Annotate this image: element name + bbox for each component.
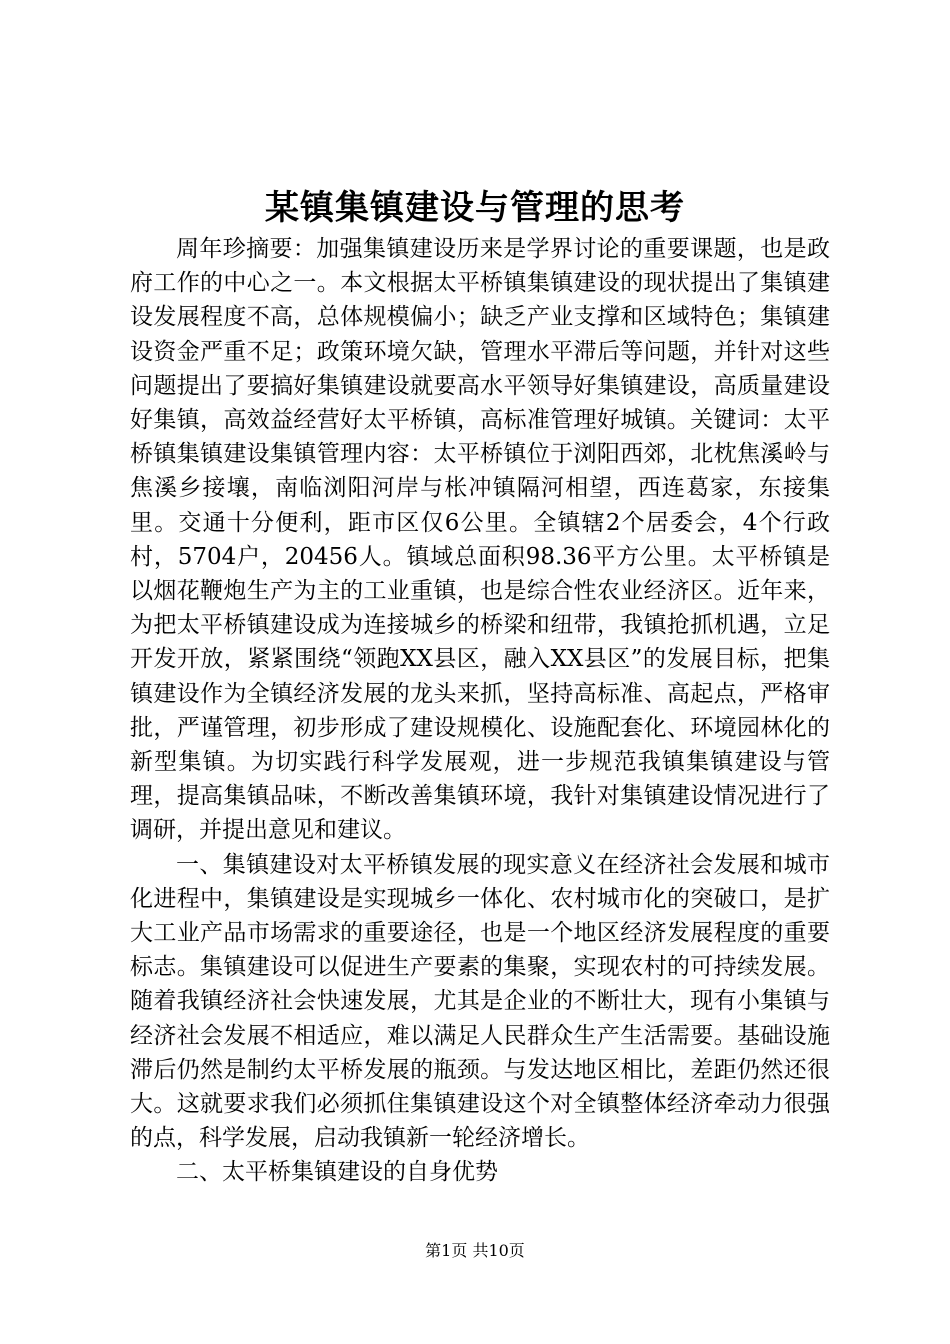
section-two-heading: 二、太平桥集镇建设的自身优势	[176, 1159, 498, 1186]
document-title: 某镇集镇建设与管理的思考	[265, 188, 685, 228]
page-number-footer: 第1页 共10页	[425, 1241, 525, 1260]
document-body	[130, 232, 830, 1190]
section-one-paragraph: 一、集镇建设对太平桥镇发展的现实意义在经济社会发展和城市化进程中，集镇建设是实现城乡一体化、农村城市化的突破口，是扩大工业产品市场需求的重要途径，也是一个地区经济发展程度的重要标志。集镇建设可以促进生产要素的集聚，实现农村的可持续发展。随着我镇经济社会快速发展，尤其是企业的不断壮大，现有小集镇与经济社会发展不相适应，难以满足人民群众生产生活需要。基础设施滞后仍然是制约太平桥发展的瓶颈。与发达地区相比，差距仍然还很大。这就要求我们必须抓住集镇建设这个对全镇整体经济牵动力很强的点，科学发展，启动我镇新一轮经济增长。	[130, 851, 830, 1152]
abstract-paragraph: 周年珍摘要：加强集镇建设历来是学界讨论的重要课题，也是政府工作的中心之一。本文根据太平桥镇集镇建设的现状提出了集镇建设发展程度不高，总体规模偏小；缺乏产业支撑和区域特色；集镇建设资金严重不足；政策环境欠缺，管理水平滞后等问题，并针对这些问题提出了要搞好集镇建设就要高水平领导好集镇建设，高质量建设好集镇，高效益经营好太平桥镇，高标准管理好城镇。关键词：太平桥镇集镇建设集镇管理内容：太平桥镇位于浏阳西郊，北枕焦溪岭与焦溪乡接壤，南临浏阳河岸与枨冲镇隔河相望，西连葛家，东接集里。交通十分便利，距市区仅6公里。全镇辖2个居委会，4个行政村，5704户，20456人。镇域总面积98.36平方公里。太平桥镇是以烟花鞭炮生产为主的工业重镇，也是综合性农业经济区。近年来，为把太平桥镇建设成为连接城乡的桥梁和纽带，我镇抢抓机遇，立足开发开放，紧紧围绕“领跑XX县区，融入XX县区”的发展目标，把集镇建设作为全镇经济发展的龙头来抓，坚持高标准、高起点，严格审批，严谨管理，初步形成了建设规模化、设施配套化、环境园林化的新型集镇。为切实践行科学发展观，进一步规范我镇集镇建设与管理，提高集镇品味，不断改善集镇环境，我针对集镇建设情况进行了调研，并提出意见和建议。	[130, 236, 830, 844]
